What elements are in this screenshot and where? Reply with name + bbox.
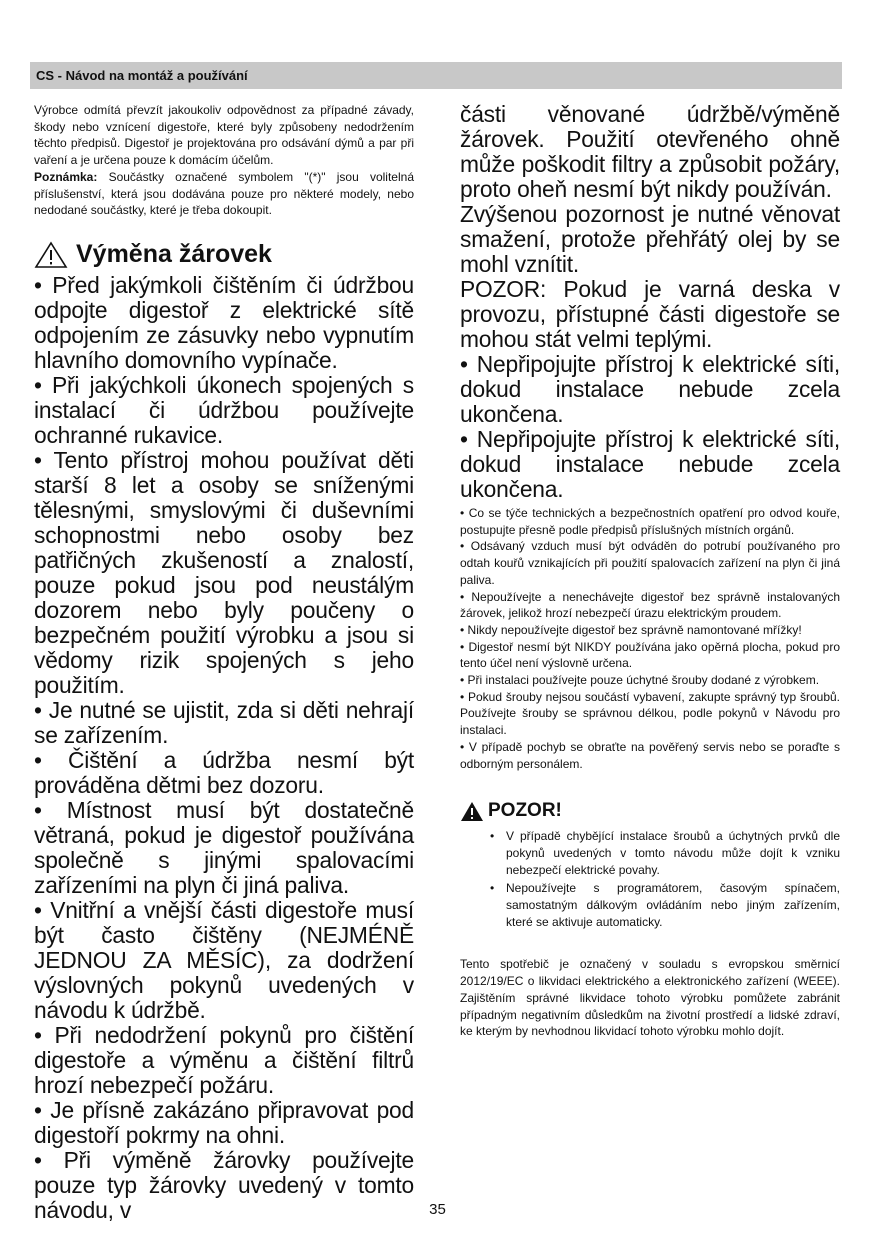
section-heading — [34, 239, 414, 271]
safety-note: • Digestoř nesmí být NIKDY používána jako opěrná plocha, pokud pro tento účel není výslovně určena. — [460, 639, 840, 671]
right-paragraph: • Nepřipojujte přístroj k elektrické síti, dokud instalace nebude zcela ukončena. — [460, 351, 840, 427]
left-paragraph: • Je nutné se ujistit, zda si děti nehrají se zařízením. — [34, 696, 414, 748]
right-column — [460, 102, 840, 1040]
right-paragraph: POZOR: Pokud je varná deska v provozu, přístupné části digestoře se mohou stát velmi teplými. — [460, 276, 840, 352]
list-item: • Nepoužívejte s programátorem, časovým spínačem, samostatným dálkovým ovládáním nebo jiným zařízením, které se aktivuje automaticky. — [506, 880, 840, 930]
right-paragraph: • Nepřipojujte přístroj k elektrické síti, dokud instalace nebude zcela ukončena. — [460, 426, 840, 502]
note-text: Součástky označené symbolem "(*)" jsou volitelná příslušenství, která jsou dodávána pouze pro některé modely, nebo nedodané součástky, které je třeba dokoupit. — [34, 169, 414, 218]
section-header-bar — [30, 62, 842, 89]
safety-note: • Při instalaci používejte pouze úchytné šrouby dodané z výrobkem. — [460, 673, 820, 688]
header-title: CS - Návod na montáž a používání — [36, 68, 248, 83]
safety-note: • Odsávaný vzduch musí být odváděn do potrubí používaného pro odtah kouřů vznikajících při použití spalovacích zařízení na plyn či jiná paliva. — [460, 539, 840, 587]
left-paragraph: • Při jakýchkoli úkonech spojených s instalací či údržbou používejte ochranné rukavice. — [34, 371, 414, 448]
note-label: Poznámka: — [34, 169, 98, 184]
right-paragraph: Zvýšenou pozornost je nutné věnovat smažení, protože přehřátý olej by se mohl vznítit. — [460, 201, 840, 277]
left-paragraph: • Před jakýmkoli čištěním či údržbou odpojte digestoř z elektrické sítě odpojením ze zásuvky nebo vypnutím hlavního domovního vypínače. — [34, 271, 414, 373]
note-paragraph — [34, 169, 414, 219]
page-number: 35 — [429, 1201, 446, 1218]
left-paragraph: • Při nedodržení pokynů pro čištění digestoře a výměnu a čištění filtrů hrozí nebezpečí požáru. — [34, 1021, 414, 1098]
left-paragraph: • Je přísně zakázáno připravovat pod digestoří pokrmy na ohni. — [34, 1096, 414, 1148]
safety-note: • Pokud šrouby nejsou součástí vybavení, zakupte správný typ šroubů. Používejte šrouby se správnou délkou, podle pokynů v Návodu pro instalaci. — [460, 689, 840, 738]
left-column — [34, 102, 414, 1223]
safety-note: • Nepoužívejte a nenechávejte digestoř bez správně instalovaných žárovek, jelikož hrozí nebezpečí úrazu elektrickým proudem. — [460, 589, 840, 621]
left-paragraph: • Čištění a údržba nesmí být prováděna dětmi bez dozoru. — [34, 746, 414, 798]
left-paragraph: • Vnitřní a vnější části digestoře musí být často čištěny (NEJMÉNĚ JEDNOU ZA MĚSÍC), za dodržení výslovných pokynů uvedených v návodu k údržbě. — [34, 896, 414, 1023]
weee-paragraph: Tento spotřebič je označený v souladu s evropskou směrnicí 2012/19/EC o likvidaci elektrického a elektronického zařízení (WEEE). Zajištěním správné likvidace tohoto výrobku pomůžete zabránit případným negativním důsledkům na životní prostředí a lidské zdraví, ke kterým by nevhodnou likvidací tohoto výrobku mohlo dojít. — [460, 957, 840, 1039]
warning-triangle-outline-icon — [34, 241, 68, 269]
intro-paragraph: Výrobce odmítá převzít jakoukoliv odpovědnost za případné závady, škody nebo vznícení digestoře, které byly způsobeny nedodržením těchto předpisů. Digestoř je projektována pro odsávání dýmů a par při vaření a je určena pouze k domácím účelům. — [34, 103, 414, 168]
left-paragraph: • Místnost musí být dostatečně větraná, pokud je digestoř používána společně s jinými spalovacími zařízeními na plyn či jiná paliva. — [34, 796, 414, 898]
left-paragraph: • Při výměně žárovky používejte pouze typ žárovky uvedený v tomto návodu, v — [34, 1146, 414, 1223]
pozor-list — [460, 828, 840, 930]
safety-note: • Nikdy nepoužívejte digestoř bez správně namontované mřížky! — [460, 622, 802, 637]
safety-note: • V případě pochyb se obraťte na pověřený servis nebo se poraďte s odborným personálem. — [460, 739, 840, 771]
warning-triangle-filled-icon — [460, 801, 484, 822]
left-paragraph: • Tento přístroj mohou používat děti starší 8 let a osoby se sníženými tělesnými, smyslovými či duševními schopnostmi nebo osoby bez patřičných zkušeností a znalostí, pouze pokud jsou pod neustálým dozorem nebo byly poučeny o bezpečném použití výrobku a jsou si vědomy rizik spojených s jeho použitím. — [34, 446, 414, 698]
safety-note: • Co se týče technických a bezpečnostních opatření pro odvod kouře, postupujte přesně podle předpisů příslušných místních orgánů. — [460, 506, 840, 537]
section-title: Výměna žárovek — [76, 240, 272, 269]
pozor-heading — [460, 800, 840, 822]
list-item: • V případě chybějící instalace šroubů a úchytných prvků dle pokynů uvedených v tomto návodu může dojít k vzniku nebezpečí elektrické povahy. — [506, 828, 840, 878]
pozor-title: POZOR! — [488, 800, 562, 822]
right-paragraph: části věnované údržbě/výměně žárovek. Použití otevřeného ohně může poškodit filtry a způsobit požáry, proto oheň nesmí být nikdy používán. — [460, 101, 840, 202]
